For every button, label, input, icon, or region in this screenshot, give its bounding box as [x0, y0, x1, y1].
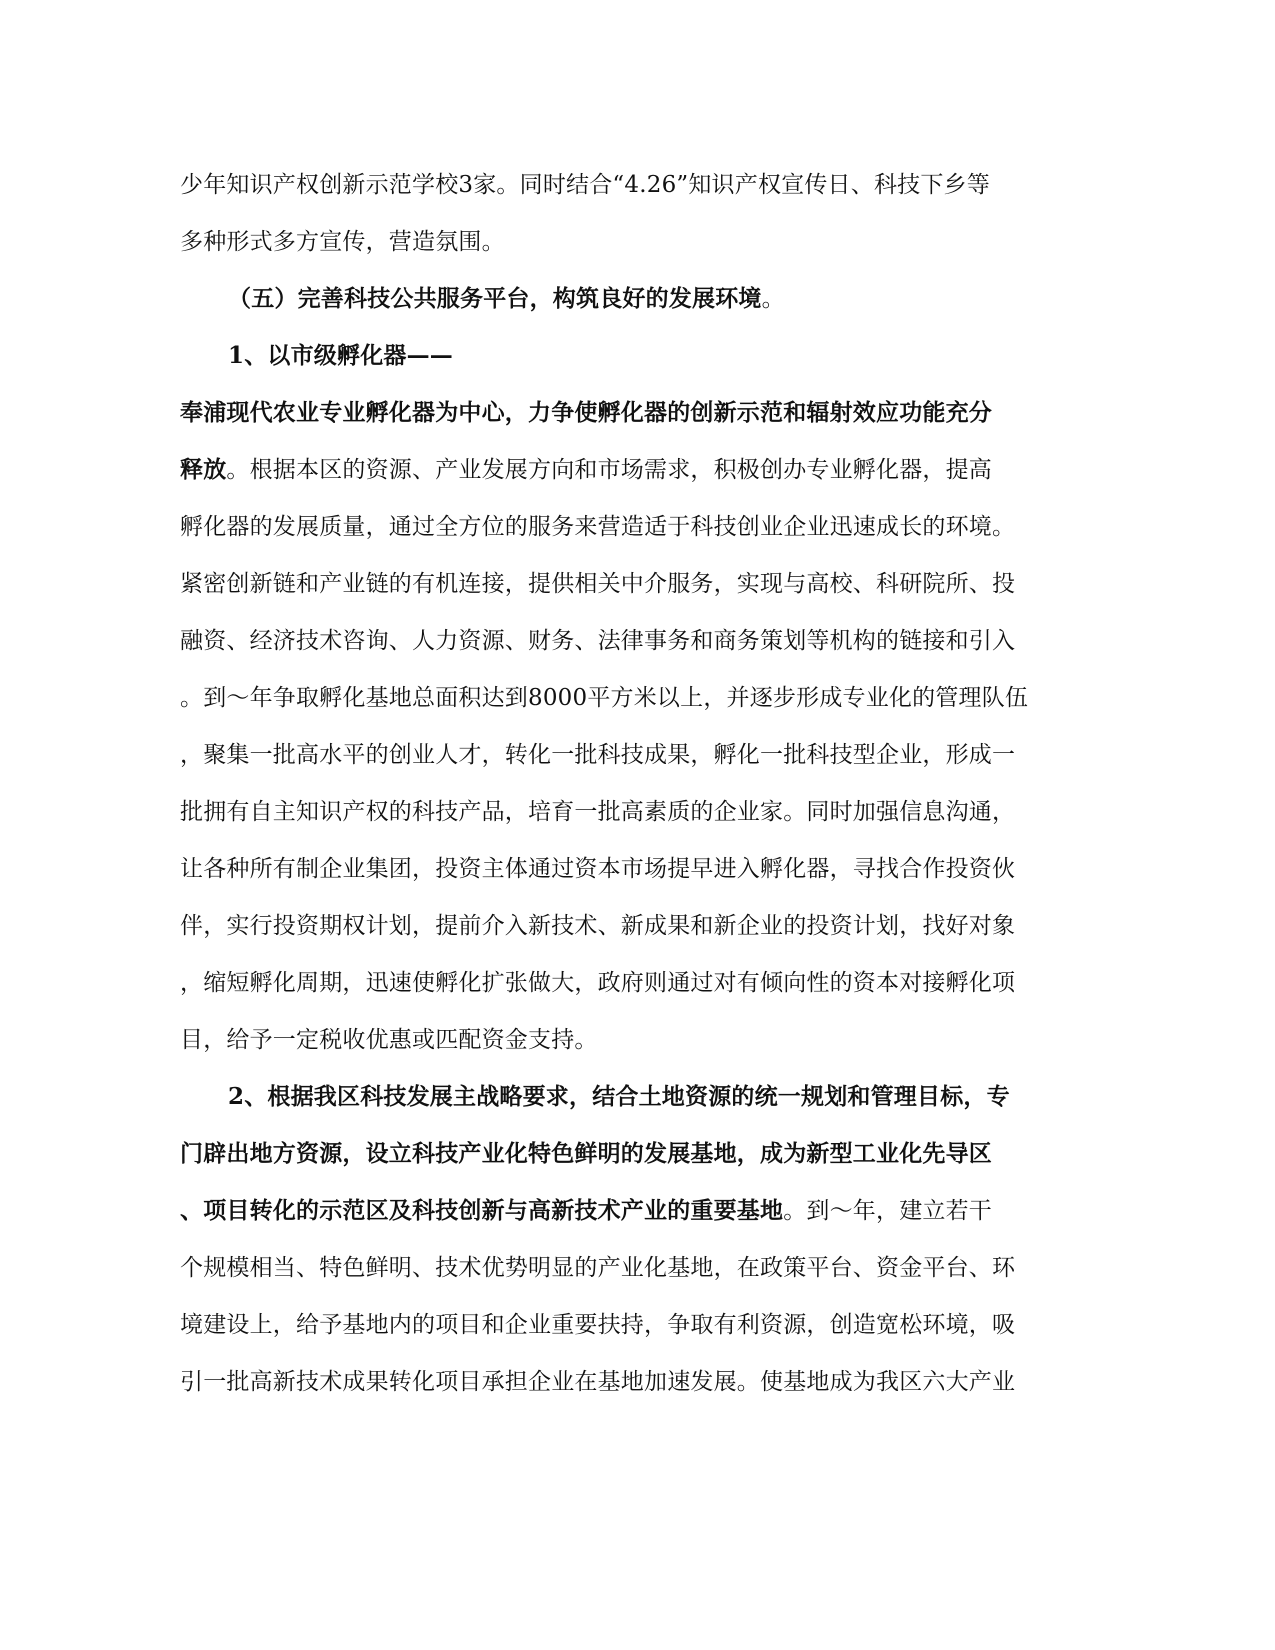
body-text-line	[228, 1080, 1143, 1114]
body-text-line	[180, 852, 1095, 886]
text-run: 多种形式多方宣传，营造氛围。	[180, 229, 505, 255]
text-run: 让各种所有制企业集团，投资主体通过资本市场提早进入孵化器，寻找合作投资伙	[180, 856, 1016, 882]
bold-text-run: 门辟出地方资源，设立科技产业化特色鲜明的发展基地，成为新型工业化先导区	[180, 1140, 992, 1167]
text-run: 。到～年，建立若干	[783, 1198, 993, 1224]
body-text-line	[180, 168, 1095, 202]
body-text-line	[180, 510, 1095, 544]
body-text-line	[180, 738, 1095, 772]
heading-text: （五）完善科技公共服务平台，构筑良好的发展环境	[228, 285, 762, 312]
body-text-line	[180, 1251, 1095, 1285]
text-run: 孵化器的发展质量，通过全方位的服务来营造适于科技创业企业迅速成长的环境。	[180, 514, 1016, 540]
bold-text-run: 奉浦现代农业专业孵化器为中心，力争使孵化器的创新示范和辐射效应功能充分	[180, 399, 992, 426]
bold-text-run: 2、根据我区科技发展主战略要求，结合土地资源的统一规划和管理目标，专	[228, 1083, 1010, 1110]
bold-text-run: 、项目转化的示范区及科技创新与高新技术产业的重要基地	[180, 1197, 784, 1224]
body-text-line	[180, 909, 1095, 943]
body-text-line	[180, 624, 1095, 658]
text-run: 个规模相当、特色鲜明、技术优势明显的产业化基地，在政策平台、资金平台、环	[180, 1255, 1016, 1281]
text-run: ，聚集一批高水平的创业人才，转化一批科技成果，孵化一批科技型企业，形成一	[180, 742, 1016, 768]
body-text-line	[180, 795, 1095, 829]
bold-text-run: 释放	[180, 456, 227, 483]
text-run: 伴，实行投资期权计划，提前介入新技术、新成果和新企业的投资计划，找好对象	[180, 913, 1016, 939]
text-run: 。根据本区的资源、产业发展方向和市场需求，积极创办专业孵化器，提高	[226, 457, 993, 483]
text-run: 融资、经济技术咨询、人力资源、财务、法律事务和商务策划等机构的链接和引入	[180, 628, 1016, 654]
text-run: 。	[761, 286, 785, 312]
body-text-line	[180, 567, 1095, 601]
body-text-line	[180, 1023, 1095, 1057]
text-run: 目，给予一定税收优惠或匹配资金支持。	[180, 1027, 598, 1053]
body-text-line	[180, 396, 1095, 430]
text-run: ，缩短孵化周期，迅速使孵化扩张做大，政府则通过对有倾向性的资本对接孵化项	[180, 970, 1016, 996]
body-text-line	[180, 1308, 1095, 1342]
subsection-heading	[228, 339, 1143, 373]
body-text-line	[180, 681, 1095, 715]
section-heading	[228, 282, 1143, 316]
text-run: 少年知识产权创新示范学校3家。同时结合“4.26”知识产权宣传日、科技下乡等	[180, 172, 990, 198]
text-run: 。到～年争取孵化基地总面积达到8000平方米以上，并逐步形成专业化的管理队伍	[180, 685, 1029, 711]
body-text-line	[180, 225, 1095, 259]
body-text-line	[180, 1365, 1095, 1399]
body-text-line	[180, 1137, 1095, 1171]
heading-text: 1、以市级孵化器——	[228, 342, 454, 369]
text-run: 境建设上，给予基地内的项目和企业重要扶持，争取有利资源，创造宽松环境，吸	[180, 1312, 1016, 1338]
text-run: 引一批高新技术成果转化项目承担企业在基地加速发展。使基地成为我区六大产业	[180, 1369, 1016, 1395]
body-text-line	[180, 966, 1095, 1000]
text-run: 紧密创新链和产业链的有机连接，提供相关中介服务，实现与高校、科研院所、投	[180, 571, 1016, 597]
body-text-line	[180, 453, 1095, 487]
body-text-line	[180, 1194, 1095, 1228]
text-run: 批拥有自主知识产权的科技产品，培育一批高素质的企业家。同时加强信息沟通，	[180, 799, 1016, 825]
